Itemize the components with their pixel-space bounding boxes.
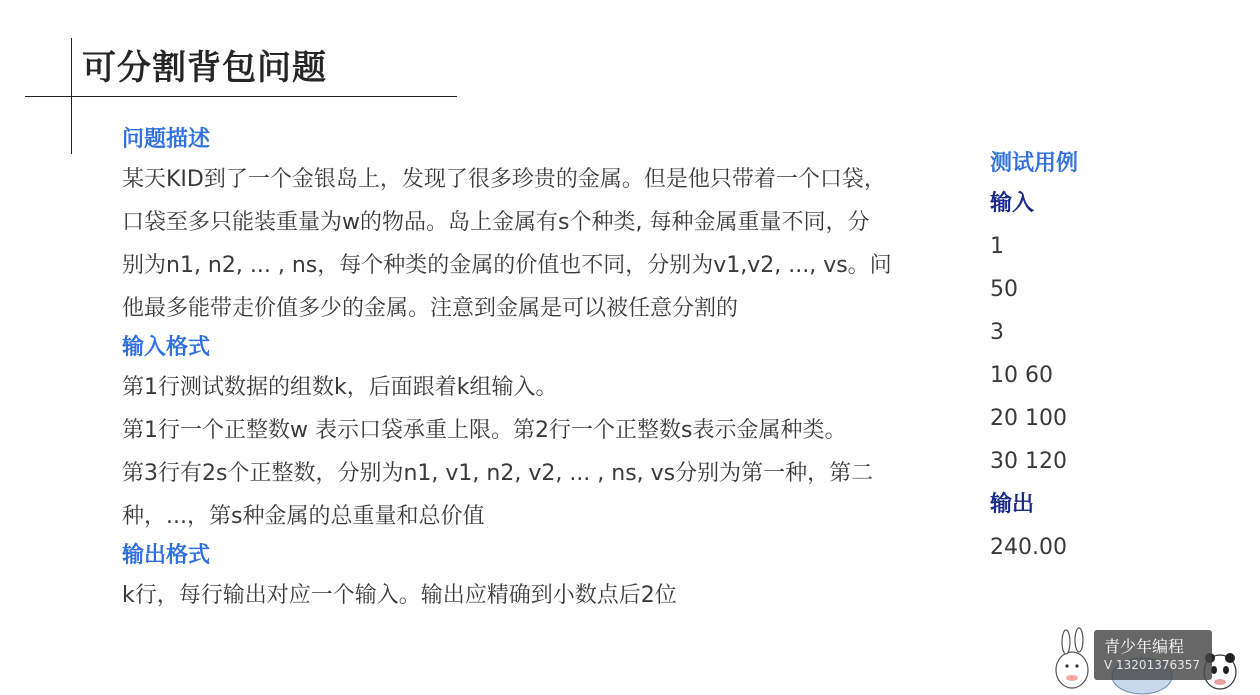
watermark-phone: V 13201376357 [1104, 658, 1201, 672]
description-line: 某天KID到了一个金银岛上，发现了很多珍贵的金属。但是他只带着一个口袋， [122, 167, 886, 192]
input-format-heading: 输入格式 [122, 335, 211, 360]
input-format-line: 第1行一个正整数w 表示口袋承重上限。第2行一个正整数s表示金属种类。 [122, 418, 847, 443]
sample-input-line: 50 [990, 277, 1018, 302]
sample-input-line: 1 [990, 234, 1004, 259]
problem-statement [122, 122, 952, 617]
output-format-line: k行，每行输出对应一个输入。输出应精确到小数点后2位 [122, 583, 677, 608]
sample-input-line: 10 60 [990, 363, 1053, 388]
input-format-line: 第1行测试数据的组数k，后面跟着k组输入。 [122, 375, 558, 400]
sample-output-label: 输出 [990, 492, 1035, 517]
sample-output-line: 240.00 [990, 535, 1067, 560]
description-line: 口袋至多只能装重量为w的物品。岛上金属有s个种类, 每种金属重量不同，分 [122, 210, 870, 235]
input-format-line: 种，...，第s种金属的总重量和总价值 [122, 504, 485, 529]
sample-input-label: 输入 [990, 191, 1035, 216]
output-format-heading: 输出格式 [122, 543, 211, 568]
watermark [1050, 618, 1240, 695]
description-heading: 问题描述 [122, 127, 211, 152]
input-format-line: 第3行有2s个正整数，分别为n1, v1, n2, v2, ... , ns, vs分别为第一种，第二 [122, 461, 874, 486]
description-line: 他最多能带走价值多少的金属。注意到金属是可以被任意分割的 [122, 296, 739, 321]
sample-input-line: 20 100 [990, 406, 1067, 431]
watermark-brand: 青少年编程 [1104, 637, 1185, 656]
sample-input-line: 3 [990, 320, 1004, 345]
title-horizontal-rule [25, 96, 457, 97]
test-case-panel [990, 146, 1190, 569]
sample-input-line: 30 120 [990, 449, 1067, 474]
description-line: 别为n1, n2, ... , ns，每个种类的金属的价值也不同，分别为v1,v2, ..., vs。问 [122, 253, 892, 278]
test-case-heading: 测试用例 [990, 151, 1079, 176]
page-title: 可分割背包问题 [82, 48, 327, 88]
